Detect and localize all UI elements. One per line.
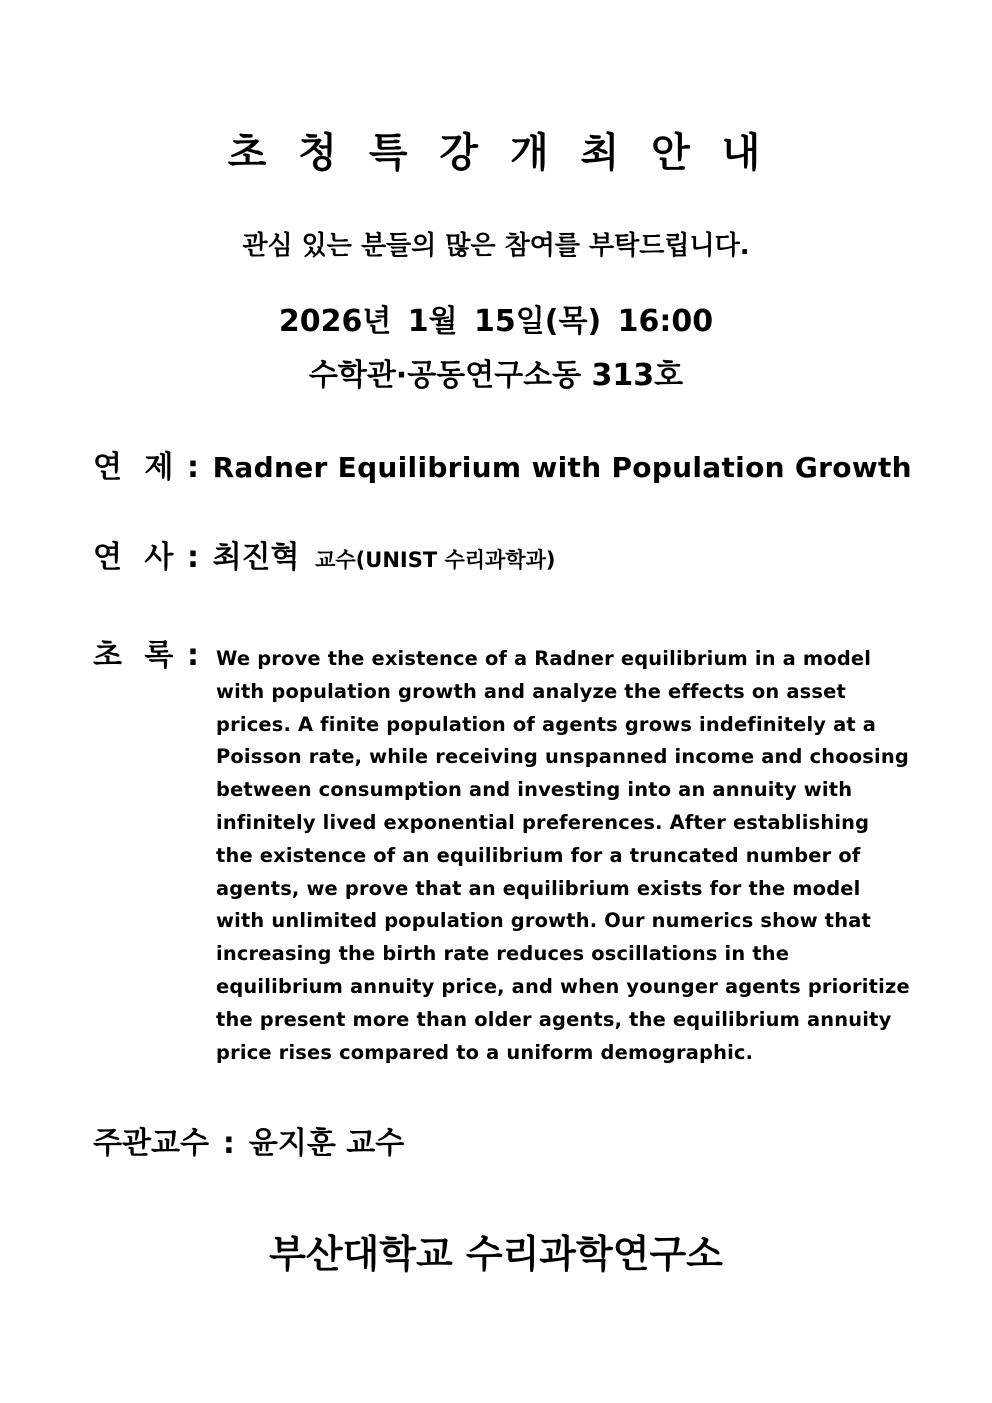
- abstract-line: between consumption and investing into an annuity with: [216, 778, 853, 802]
- abstract-line: prices. A finite population of agents grows indefinitely at a: [216, 712, 877, 736]
- topic-label: 연 제: [93, 450, 180, 485]
- abstract-label: 초 록: [93, 638, 180, 673]
- topic-row: [93, 448, 912, 492]
- host-row: [93, 1124, 404, 1164]
- abstract-line: infinitely lived exponential preferences. After establishing: [216, 810, 870, 834]
- abstract-line: agents, we prove that an equilibrium exists for the model: [216, 876, 861, 900]
- host-value: 윤지훈 교수: [248, 1126, 405, 1161]
- topic-value: Radner Equilibrium with Population Growth: [212, 451, 912, 484]
- abstract-line: the existence of an equilibrium for a truncated number of: [216, 843, 861, 867]
- speaker-label: 연 사: [93, 540, 180, 575]
- abstract-colon: :: [186, 638, 199, 673]
- abstract-line: with population growth and analyze the effects on asset: [216, 679, 846, 703]
- organization-name: 부산대학교 수리과학연구소: [269, 1232, 723, 1276]
- abstract-line: the present more than older agents, the equilibrium annuity: [216, 1007, 892, 1031]
- abstract-line: price rises compared to a uniform demographic.: [216, 1040, 754, 1064]
- host-label: 주관교수: [93, 1126, 209, 1161]
- abstract-line: with unlimited population growth. Our numerics show that: [216, 909, 871, 933]
- abstract-line: We prove the existence of a Radner equilibrium in a model: [216, 647, 872, 670]
- speaker-row: [93, 538, 556, 582]
- abstract-line: Poisson rate, while receiving unspanned income and choosing: [216, 745, 909, 769]
- abstract-text: [216, 643, 910, 1069]
- host-colon: :: [222, 1126, 235, 1161]
- abstract-line: equilibrium annuity price, and when younger agents prioritize: [216, 974, 910, 998]
- abstract-line: increasing the birth rate reduces oscillations in the: [216, 942, 790, 966]
- speaker-affiliation: 교수(UNIST 수리과학과): [315, 548, 556, 572]
- abstract-heading: [93, 636, 207, 680]
- topic-colon: :: [186, 450, 199, 485]
- event-location: 수학관·공동연구소동 313호: [308, 358, 684, 393]
- speaker-name: 최진혁: [212, 540, 300, 575]
- page-title: 초 청 특 강 개 최 안 내: [227, 130, 765, 176]
- speaker-colon: :: [186, 540, 199, 575]
- event-datetime: 2026년 1월 15일(목) 16:00: [278, 304, 714, 339]
- invitation-subtitle: 관심 있는 분들의 많은 참여를 부탁드립니다.: [242, 231, 750, 261]
